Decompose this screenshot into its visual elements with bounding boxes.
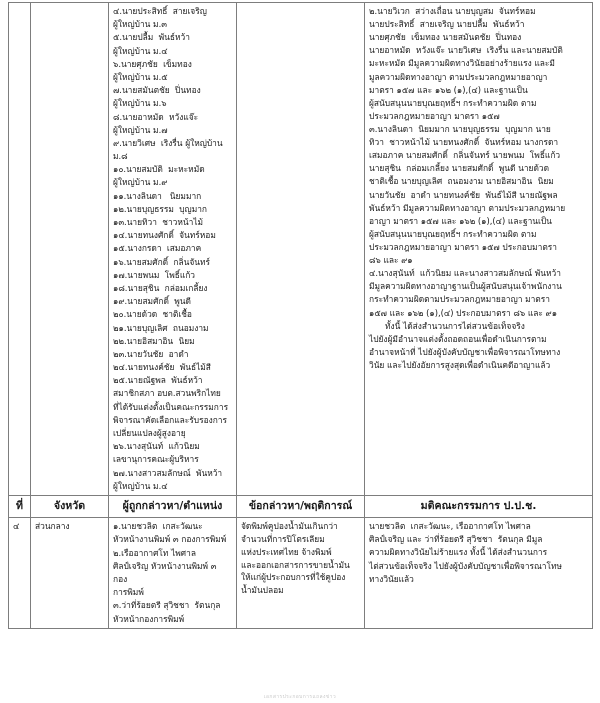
text-line: ศิลป์เจริญ และ ว่าที่ร้อยตรี สุวิชชา รัตนกุล มีมูล: [369, 534, 543, 545]
column-header-province: จังหวัด: [31, 495, 109, 517]
text-line: ความผิดทางวินัยไม่ร้ายแรง ทั้งนี้ ได้ส่งสำนวนการ: [369, 547, 548, 558]
text-line: ๒๐.นายด้วด ชาติเชื้อ: [113, 309, 192, 320]
text-line: ๑๔.นายทนงศักดิ์ จันทร์หอม: [113, 230, 216, 241]
text-line: น้ำมันปลอม: [241, 585, 284, 596]
text-line: นายชวลิต เกสะวัฒนะ, เรืออากาศโท ไพศาล: [369, 521, 531, 532]
text-line: พันธ์หว้า มีมูลความผิดทางอาญา ตามประมวลกฎหมาย: [369, 202, 566, 213]
text-line: ๓.ว่าที่ร้อยตรี สุวิชชา รัตนกุล: [113, 600, 221, 611]
text-line: ประมวลกฎหมายอาญา มาตรา ๑๕๗ ประกอบมาตรา: [369, 241, 557, 252]
text-line: ๑๙.นายสมศักดิ์ พูนดี: [113, 296, 191, 307]
text-line: ผู้ใหญ่บ้าน ม.๕: [113, 71, 168, 82]
text-line: ๙.นายวิเศษ เริงรื่น ผู้ใหญ่บ้าน ม.๘: [113, 137, 226, 162]
text-line: ๑๒.นายบุญธรรม บุญมาก: [113, 203, 207, 214]
text-line: ผู้ใหญ่บ้าน ม.๗: [113, 124, 168, 135]
text-line: ๘.นายอาหมัด หวังแจ๊ะ: [113, 111, 199, 122]
text-line: อาญา มาตรา ๑๕๗ และ ๑๖๒ (๑),(๔) และฐานเป็น: [369, 215, 552, 226]
text-line: ๕.นายปลื้ม พันธ์หว้า: [113, 32, 190, 43]
text-line: จำนวนที่การปิโตรเลียม: [241, 534, 325, 544]
column-header-accused: ผู้ถูกกล่าวหา/ตำแหน่ง: [109, 495, 237, 517]
text-line: ๑๕.นางกรดา เสมอภาค: [113, 243, 202, 254]
text-line: ชาติเชื้อ นายบุญเลิศ ถนอมงาม นายอิสมาอิน นิยม: [369, 176, 554, 187]
column-header-no: ที่: [9, 495, 31, 517]
text-line: ผู้ใหญ่บ้าน ม.๔: [113, 45, 168, 56]
text-line: มะหะหมัด มีมูลความผิดทางวินัยอย่างร้ายแรง และมี: [369, 58, 555, 69]
text-line: ไปยังผู้มีอำนาจแต่งตั้งถอดถอนเพื่อดำเนินการตาม: [369, 333, 547, 344]
text-line: ๒๒.นายอิสมาอิน นิยม: [113, 335, 195, 346]
text-line: ๖.นายศุภชัย เข็มทอง: [113, 58, 192, 69]
text-line: ๓.นางลินดา นิยมมาก นายบุญธรรม บุญมาก นาย: [369, 123, 551, 134]
text-line: เลขานุการคณะผู้บริหาร: [113, 454, 199, 465]
cell-province: ส่วนกลาง: [31, 518, 109, 629]
text-line: เปลี่ยนแปลงผู้สูงอายุ: [113, 428, 186, 438]
text-line: ๒.นายวิเวก สว่างเถื่อน นายบุญสม จันทร์หอม: [369, 6, 536, 16]
text-line: ๑๘.นายสุชิน กล่อมเกลี้ยง: [113, 282, 208, 293]
cell-allegation-continuation: [237, 3, 365, 496]
text-line: หัวหน้างานพิมพ์ ๓ กองการพิมพ์: [113, 534, 227, 545]
text-line: ๑๓.นายทิวา ชาวหน้าไม้: [113, 217, 204, 227]
text-line: ๗.นายสมันตชัย ปิ่นทอง: [113, 85, 201, 96]
text-line: จัดพิมพ์คูปองน้ำมันเกินกว่า: [241, 521, 338, 532]
text-line: ผู้ใหญ่บ้าน ม.๙: [113, 177, 168, 188]
text-line: อำนาจหน้าที่ ไปยังผู้บังคับบัญชาเพื่อพิจารณาโทษทาง: [369, 346, 561, 357]
text-line: ให้แก่ผู้ประกอบการที่ใช้คูปอง: [241, 572, 346, 583]
cell-accused: [109, 518, 237, 629]
cell-resolution: [365, 518, 593, 629]
text-line: ไต่สวนข้อเท็จจริง ไปยังผู้บังคับบัญชาเพื่อพิจารณาโทษ: [369, 560, 563, 571]
text-line: และออกเอกสารการขายน้ำมัน: [241, 559, 350, 570]
text-line: ๒๑.นายบุญเลิศ ถนอมงาม: [113, 322, 209, 333]
text-line: ทางวินัยแล้ว: [369, 573, 414, 584]
table-header-row: [9, 495, 593, 517]
cell-resolution-continuation: [365, 3, 593, 496]
text-line: วินัย และไปยังอัยการสูงสุดเพื่อดำเนินคดีอาญาแล้ว: [369, 359, 551, 370]
text-line: สมาชิกสภา อบต.สวนพริกไทย: [113, 388, 221, 399]
text-line: กระทำความผิดตามประมวลกฎหมายอาญา มาตรา: [369, 294, 550, 305]
cell-province-continuation: [31, 3, 109, 496]
text-line: ผู้ใหญ่บ้าน ม.๓: [113, 19, 167, 30]
text-line: ๑๕๗ และ ๑๖๒ (๑),(๔) ประกอบมาตรา ๘๖ และ ๙๑: [369, 307, 558, 318]
table-row-continuation: [9, 3, 593, 496]
page-footer-note: เอกสารประกอบการแถลงข่าว: [263, 694, 337, 700]
text-line: ๒๖.นางสุนันท์ แก้วนิยม: [113, 441, 200, 452]
column-header-resolution: มติคณะกรรมการ ป.ป.ช.: [365, 495, 593, 517]
text-line: ผู้ใหญ่บ้าน ม.๖: [113, 98, 167, 109]
text-line: ทิวา ชาวหน้าไม้ นายทนงศักดิ์ จันทร์หอม นางกรดา: [369, 137, 559, 148]
nacc-resolution-table: [8, 2, 593, 629]
text-line: ผู้ใหญ่บ้าน ม.๔: [113, 480, 168, 491]
text-line: ๒.เรืออากาศโท ไพศาล: [113, 547, 196, 558]
text-line: นายสุชิน กล่อมเกลี้ยง นายสมศักดิ์ พูนดี นายด้วด: [369, 163, 550, 174]
text-line: นายอาหมัด หวังแจ๊ะ นายวิเศษ เริงรื่น และนายสมบัติ: [369, 45, 563, 56]
text-line: ๑๗.นายพนม โพธิ์แก้ว: [113, 269, 196, 280]
text-line: นายประสิทธิ์ สายเจริญ นายปลื้ม พันธ์หว้า: [369, 19, 525, 30]
table-row: [9, 518, 593, 629]
text-line: ๑๑.นางลินดา นิยมมาก: [113, 190, 202, 201]
cell-accused-continuation: [109, 3, 237, 496]
text-line: ที่ได้รับแต่งตั้งเป็นคณะกรรมการ: [113, 401, 229, 412]
text-line: ๑๐.นายสมบัติ มะหะหมัด: [113, 164, 205, 175]
text-line: พิจารณาคัดเลือกและรับรองการ: [113, 414, 227, 425]
table-body: [9, 3, 593, 629]
text-line: ๔.นายประสิทธิ์ สายเจริญ: [113, 6, 207, 16]
text-line: ๒๕.นายณัฐพล พันธ์หว้า: [113, 375, 203, 386]
text-line: ๘๖ และ ๙๑: [369, 255, 413, 266]
text-line: ๒๓.นายวันชัย อาดำ: [113, 348, 189, 359]
text-line: เสมอภาค นายสมศักดิ์ กลิ่นจันทร์ นายพนม โพธิ์แก้ว: [369, 150, 561, 161]
text-line: ศิลป์เจริญ หัวหน้างานพิมพ์ ๓ กอง: [113, 560, 220, 584]
cell-no: ๔: [9, 518, 31, 629]
text-line: นายวันชัย อาดำ นายทนงค์ชัย พันธ์ไม้สี นายณัฐพล: [369, 189, 558, 200]
text-line: หัวหน้ากองการพิมพ์: [113, 613, 185, 624]
text-line: ๒๗.นางสาวสมลักษณ์ พันหว้า: [113, 467, 223, 478]
text-line: ประมวลกฎหมายอาญา มาตรา ๑๕๗: [369, 110, 500, 121]
text-line: แห่งประเทศไทย จ้างพิมพ์: [241, 546, 332, 557]
text-line: ๔.นางสุนันท์ แก้วนิยม และนางสาวสมลักษณ์ พันหว้า: [369, 268, 561, 279]
text-line: ผู้สนับสนุนนายบุณยฤทธิ์ฯ กระทำความผิด ตาม: [369, 228, 537, 239]
text-line: ผู้สนับสนุนนายบุณยฤทธิ์ฯ กระทำความผิด ตาม: [369, 97, 537, 108]
text-line: มูลความผิดทางอาญา ตามประมวลกฎหมายอาญา: [369, 71, 548, 82]
cell-no-continuation: [9, 3, 31, 496]
text-line: ๑๖.นายสมศักดิ์ กลิ่นจันทร์: [113, 256, 210, 267]
cell-allegation: [237, 518, 365, 629]
text-line: มีมูลความผิดทางอาญาฐานเป็นผู้สนับสนุนเจ้าพนักงาน: [369, 281, 562, 292]
text-line: ๒๔.นายทนงค์ชัย พันธ์ไม้สี: [113, 362, 211, 373]
column-header-allegation: ข้อกล่าวหา/พฤติการณ์: [237, 495, 365, 517]
text-line: มาตรา ๑๕๗ และ ๑๖๒ (๑),(๔) และฐานเป็น: [369, 84, 528, 95]
text-line: ๑.นายชวลิต เกสะวัฒนะ: [113, 521, 203, 532]
text-line: นายศุภชัย เข็มทอง นายสมันตชัย ปิ่นทอง: [369, 32, 522, 43]
text-line: การพิมพ์: [113, 587, 144, 598]
text-line: ทั้งนี้ ได้ส่งสำนวนการไต่สวนข้อเท็จจริง: [385, 320, 525, 331]
